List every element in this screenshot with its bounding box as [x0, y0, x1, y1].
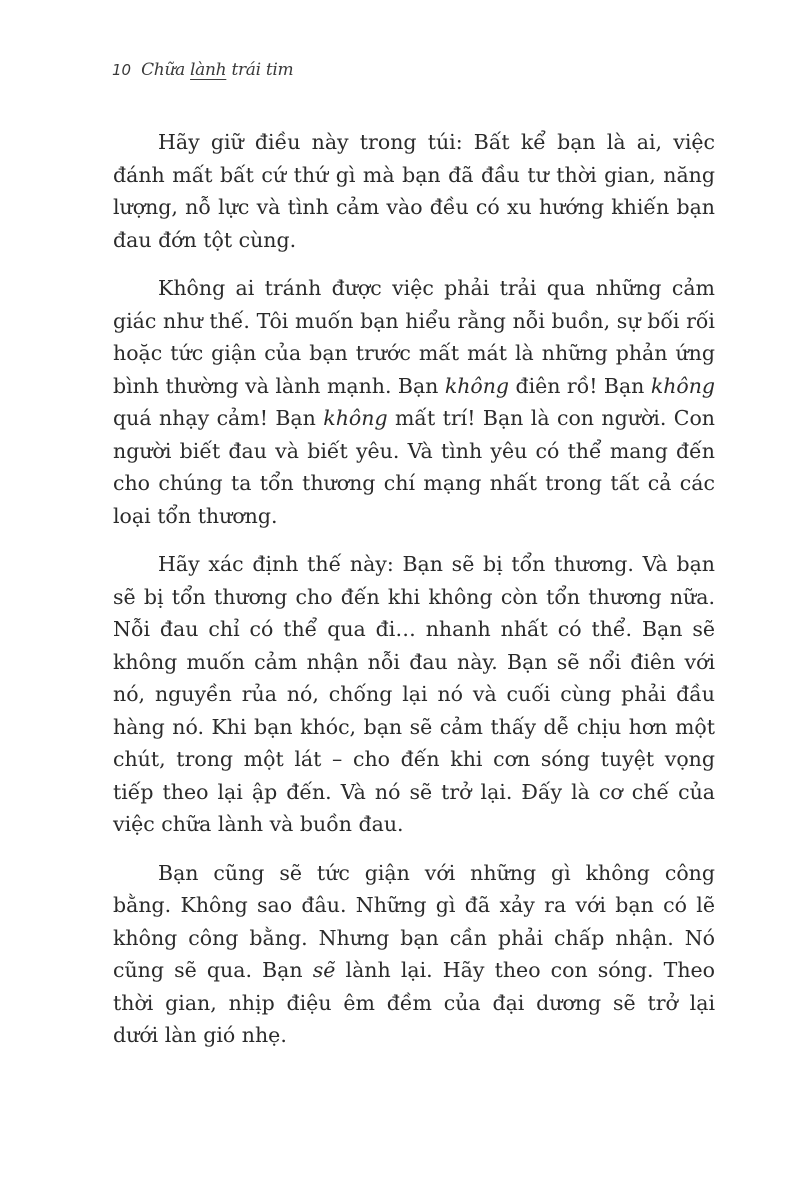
text-line: Không ai tránh được việc phải trải qua những cảm [158, 276, 715, 300]
text-run: quá nhạy cảm! Bạn [113, 406, 324, 430]
text-line [113, 370, 715, 403]
page-number: 10 [112, 61, 132, 79]
paragraph-1 [113, 126, 715, 256]
text-line: sẽ bị tổn thương cho đến khi không còn tổn thương nữa. [113, 584, 715, 609]
running-title-part2: lành [190, 60, 227, 80]
text-line: đánh mất bất cứ thứ gì mà bạn đã đầu tư thời gian, năng [113, 162, 715, 187]
emphasis: không [323, 406, 388, 430]
body-text [113, 126, 715, 1068]
paragraph-2 [113, 272, 715, 532]
running-title-part1: Chữa [141, 60, 185, 80]
text-line: giác như thế. Tôi muốn bạn hiểu rằng nỗi buồn, sự bối rối [113, 308, 715, 333]
text-line: không công bằng. Nhưng bạn cần phải chấp nhận. Nó [113, 925, 715, 950]
text-line: tiếp theo lại ập đến. Và nó sẽ trở lại. Đấy là cơ chế của [113, 779, 715, 804]
text-run: điên rồ! Bạn [509, 373, 651, 398]
running-title-part3: trái tim [231, 60, 294, 80]
text-run: bình thường và lành mạnh. Bạn [113, 373, 445, 398]
text-line: người biết đau và biết yêu. Và tình yêu có thể mang đến [113, 438, 715, 463]
running-title [141, 60, 293, 80]
text-line: chút, trong một lát – cho đến khi cơn sóng tuyệt vọng [113, 747, 715, 771]
emphasis: không [444, 373, 510, 398]
paragraph-4 [113, 857, 715, 1052]
text-line: thời gian, nhịp điệu êm đềm của đại dương sẽ trở lại [113, 990, 715, 1015]
text-line: lượng, nỗ lực và tình cảm vào đều có xu hướng khiến bạn [113, 195, 715, 219]
text-line: không muốn cảm nhận nỗi đau này. Bạn sẽ nổi điên với [113, 649, 715, 674]
text-line: Hãy giữ điều này trong túi: Bất kể bạn là ai, việc [158, 130, 715, 154]
emphasis: sẽ [312, 958, 336, 982]
text-line: Nỗi đau chỉ có thể qua đi… nhanh nhất có thể. Bạn sẽ [113, 617, 715, 641]
text-line: đau đớn tột cùng. [113, 227, 297, 252]
text-line: hàng nó. Khi bạn khóc, bạn sẽ cảm thấy dễ chịu hơn một [113, 714, 715, 739]
text-line: Hãy xác định thế này: Bạn sẽ bị tổn thương. Và bạn [158, 552, 715, 576]
text-line: bằng. Không sao đâu. Những gì đã xảy ra với bạn có lẽ [113, 893, 715, 917]
text-line: cho chúng ta tổn thương chí mạng nhất trong tất cả các [113, 471, 715, 495]
running-header [112, 60, 293, 90]
emphasis: không [650, 373, 716, 398]
text-line: dưới làn gió nhẹ. [113, 1023, 287, 1047]
text-line: hoặc tức giận của bạn trước mất mát là những phản ứng [113, 341, 715, 365]
text-run: cũng sẽ qua. Bạn [113, 958, 313, 982]
text-line: nó, nguyền rủa nó, chống lại nó và cuối cùng phải đầu [113, 682, 715, 706]
paragraph-3 [113, 548, 715, 841]
text-line [113, 954, 715, 987]
text-line: loại tổn thương. [113, 503, 278, 528]
text-line: Bạn cũng sẽ tức giận với những gì không công [158, 860, 715, 885]
text-line [113, 402, 715, 435]
text-line: việc chữa lành và buồn đau. [113, 812, 404, 836]
text-run: lành lại. Hãy theo con sóng. Theo [335, 958, 715, 982]
text-run: mất trí! Bạn là con người. Con [387, 406, 715, 430]
